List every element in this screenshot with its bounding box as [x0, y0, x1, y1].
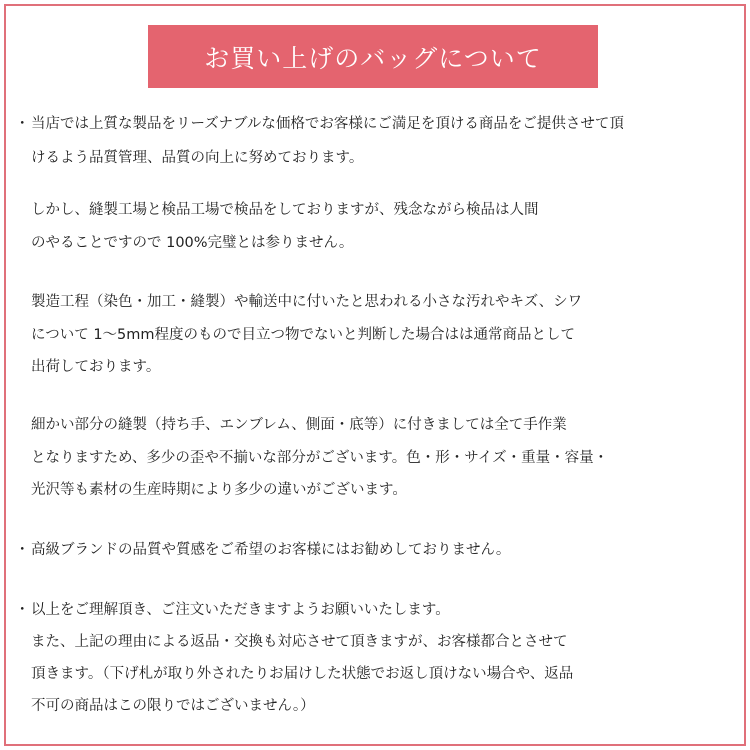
para2-line1: しかし、縫製工場と検品工場で検品をしておりますが、残念ながら検品は人間 [31, 202, 539, 218]
section1-line2: けるよう品質管理、品質の向上に努めております。 [31, 150, 364, 166]
para4-line2: となりますため、多少の歪や不揃いな部分がございます。色・形・サイズ・重量・容量・ [31, 450, 609, 466]
para3-line1: 製造工程（染色・加工・縫製）や輸送中に付いたと思われる小さな汚れやキズ、シワ [31, 294, 583, 310]
section3-line1: 以上をご理解頂き、ご注文いただきますようお願いいたします。 [31, 602, 450, 618]
section2-line1: 高級ブランドの品質や質感をご希望のお客様にはお勧めしておりません。 [31, 542, 511, 558]
bullet-marker: ・ [15, 116, 30, 132]
para3-line2: について 1～5mm程度のもので目立つ物でないと判断した場合はは通常商品として [31, 327, 576, 343]
bullet-marker: ・ [15, 542, 30, 558]
page-title: お買い上げのバッグについて [204, 43, 542, 73]
bullet-marker: ・ [15, 602, 30, 618]
section3-line3: 頂きます。（下げ札が取り外されたりお届けした状態でお返し頂けない場合や、返品 [31, 666, 574, 682]
para4-line1: 細かい部分の縫製（持ち手、エンブレム、側面・底等）に付きましては全て手作業 [31, 417, 567, 433]
para2-line2: のやることですので 100%完璧とは参りません。 [31, 235, 354, 251]
section3-line4: 不可の商品はこの限りではございません。） [31, 698, 315, 714]
para3-line3: 出荷しております。 [31, 359, 161, 375]
section3-line2: また、上記の理由による返品・交換も対応させて頂きますが、お客様都合とさせて [31, 634, 568, 650]
para4-line3: 光沢等も素材の生産時期により多少の違いがございます。 [31, 482, 407, 498]
title-banner [148, 25, 598, 88]
section1-line1: 当店では上質な製品をリーズナブルな価格でお客様にご満足を頂ける商品をご提供させて頂 [31, 116, 624, 132]
